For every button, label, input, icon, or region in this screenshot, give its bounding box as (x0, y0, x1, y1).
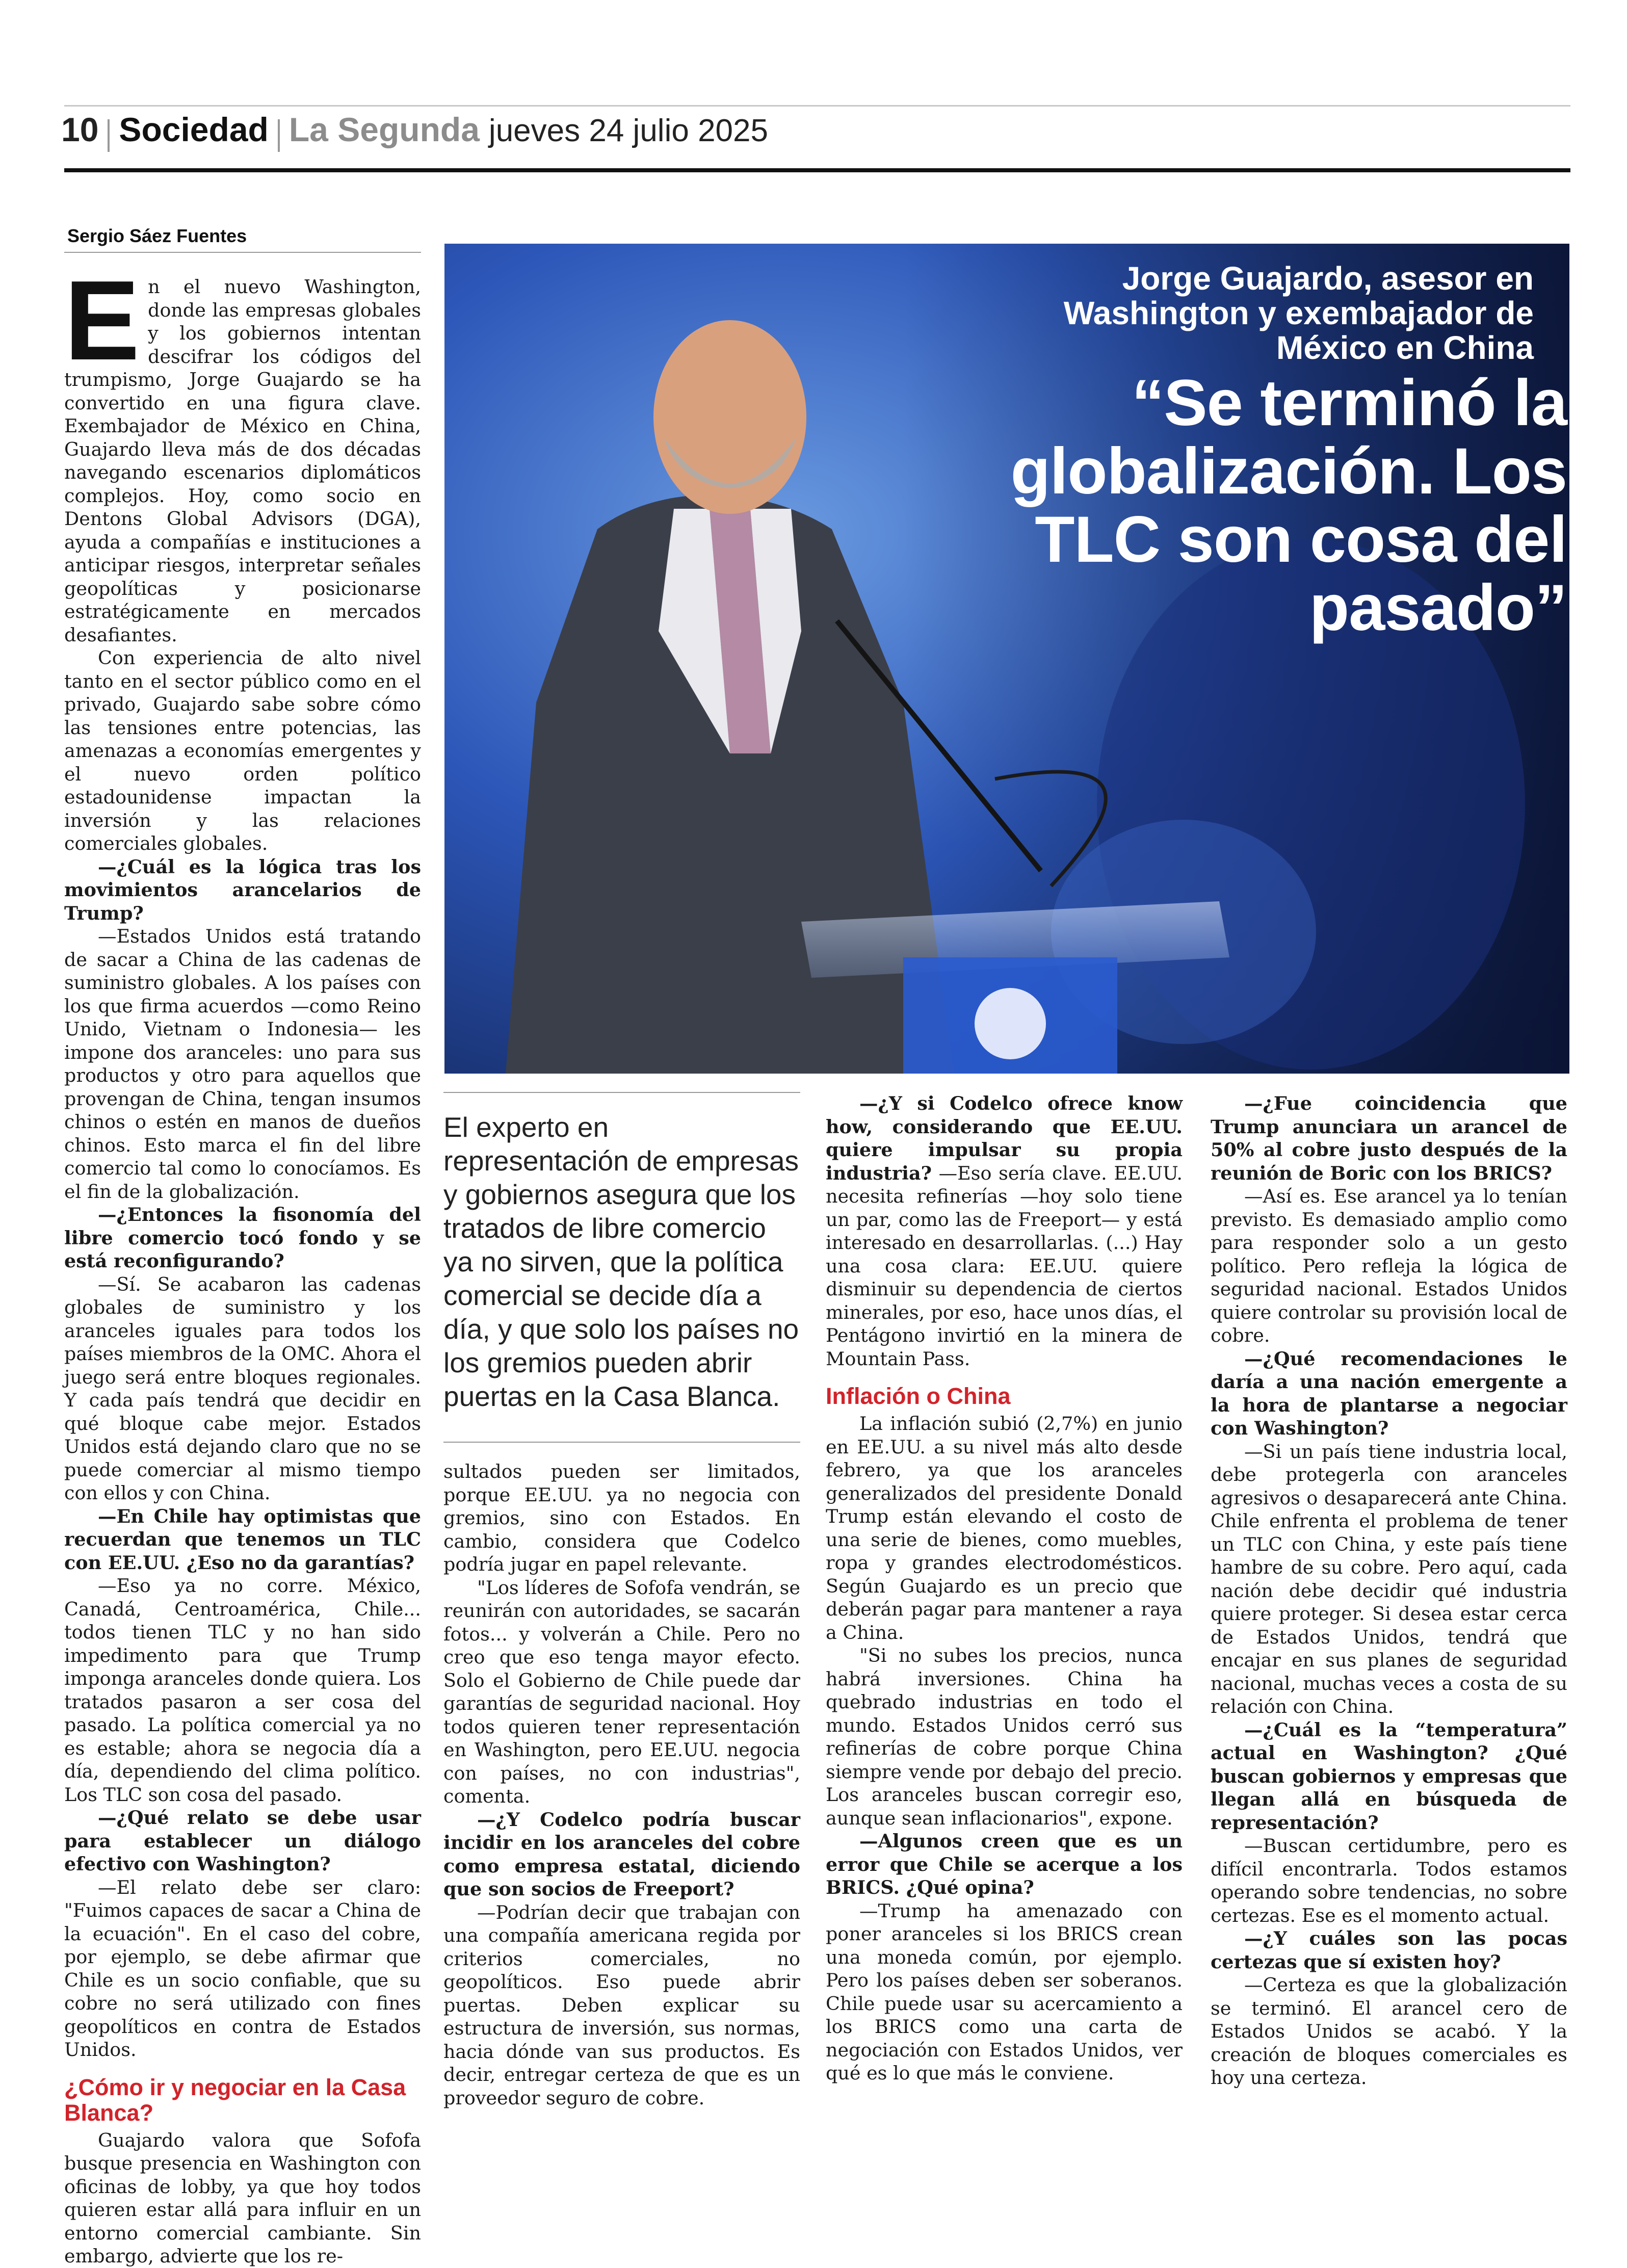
interview-answer: —Podrían decir que trabajan con una compañía americana regida por criterios comerciales, no geopolíticos. Eso puede abrir puertas. Deben explicar su estructura de inversión, sus normas, hacia dónde van sus productos. Es decir, entregar certeza de que es un proveedor seguro de cobre. (443, 1901, 800, 2109)
paragraph: Guajardo valora que Sofofa busque presencia en Washington con oficinas de lobby, ya que hoy todos quieren estar allá para influir en un entorno comercial cambiante. Sin embargo, advierte que los re- (64, 2129, 421, 2267)
issue-date: jueves 24 julio 2025 (488, 113, 768, 148)
article-column-2 (443, 1460, 800, 2109)
interview-answer: —Eso sería clave. EE.UU. necesita refinerías —hoy solo tiene un par, como las de Freeport— y está interesado en desarrollarlas. (...) Hay una cosa clara: EE.UU. quiere disminuir su dependencia de ciertos minerales, por eso, hace unos días, el Pentágono invirtió en la minera de Mountain Pass. (826, 1162, 1183, 1370)
interview-question: —¿Fue coincidencia que Trump anunciara un arancel de 50% al cobre justo después de la reunión de Boric con los BRICS? (1211, 1092, 1567, 1184)
section-name: Sociedad (119, 111, 269, 148)
article-column-4 (1211, 1092, 1567, 2090)
interview-answer: —Si un país tiene industria local, debe protegerla con aranceles agresivos o desaparecerá ante China. Chile enfrenta el problema de tener un TLC con China, y este país tiene hambre de su cobre. Pero aquí, cada nación debe decidir qué industria quiere proteger. Si desea estar cerca de Estados Unidos, tendrá que encajar en sus planes de seguridad nacional, muchas veces a costa de su relación con China. (1211, 1440, 1567, 1717)
kicker: Jorge Guajardo, asesor en Washington y exembajador de México en China (1063, 260, 1534, 366)
interview-answer: —Sí. Se acabaron las cadenas globales de suministro y los aranceles iguales para todos los países miembros de la OMC. Ahora el juego será entre bloques regionales. Y cada país tendrá que decidir en qué bloque cabe mejor. Estados Unidos está dejando claro que no se puede comerciar al mismo tiempo con ellos y con China. (64, 1273, 421, 1504)
interview-question: —¿Entonces la fisonomía del libre comercio tocó fondo y se está reconfigurando? (64, 1204, 421, 1272)
deck-rule (443, 1442, 800, 1443)
deck: El experto en representación de empresas y gobiernos asegura que los tratados de libre comercio ya no sirven, que la política comercial se decide día a día, y que solo los países no los gremios pueden abrir puertas en la Casa Blanca. (443, 1111, 799, 1412)
paragraph: "Si no subes los precios, nunca habrá inversiones. China ha quebrado industrias en todo el mundo. Estados Unidos cerró sus refinerías de cobre porque China siempre vende por debajo del precio. Los aranceles buscan corregir eso, aunque sean inflacionarios", expone. (826, 1645, 1183, 1829)
newspaper-name: La Segunda (288, 111, 480, 148)
interview-answer: —Buscan certidumbre, pero es difícil encontrarla. Todos estamos operando sobre tendencias, no sobre certezas. Ese es el momento actual. (1211, 1835, 1567, 1926)
headline: “Se terminó la globalización. Los TLC son cosa del pasado” (1010, 367, 1567, 644)
byline: Sergio Sáez Fuentes (67, 225, 247, 246)
masthead-rule (64, 168, 1570, 172)
paragraph: sultados pueden ser limitados, porque EE.UU. ya no negocia con gremios, sino con Estados. En cambio, considera que Codelco podría jugar en papel relevante. (443, 1461, 800, 1575)
byline-rule (64, 252, 421, 253)
interview-question: —¿Y cuáles son las pocas certezas que sí existen hoy? (1211, 1927, 1567, 1973)
lead-paragraph (64, 257, 421, 646)
masthead-divider (278, 119, 280, 152)
lead-text: n el nuevo Washington, donde las empresas globales y los gobiernos intentan descifrar los códigos del trumpismo, Jorge Guajardo se ha convertido en una figura clave. Exembajador de México en China, Guajardo lleva más de dos décadas navegando escenarios diplomáticos complejos. Hoy, como socio en Dentons Global Advisors (DGA), ayuda a compañías e instituciones a anticipar riesgos, interpretar señales geopolíticas y posicionarse estratégicamente en mercados desafiantes. (64, 276, 421, 646)
masthead (61, 110, 768, 161)
paragraph: La inflación subió (2,7%) en junio en EE.UU. a su nivel más alto desde febrero, ya que los aranceles generalizados del presidente Donald Trump están elevando el costo de una serie de bienes, como muebles, ropa y grandes electrodomésticos. Según Guajardo es un precio que deberán pagar para mantener a raya a China. (826, 1413, 1183, 1644)
interview-question: —¿Y Codelco podría buscar incidir en los aranceles del cobre como empresa estatal, diciendo que son socios de Freeport? (443, 1808, 800, 1900)
interview-answer: —Estados Unidos está tratando de sacar a China de las cadenas de suministro globales. A los países con los que firma acuerdos —como Reino Unido, Vietnam o Indonesia— les impone dos aranceles: uno para sus productos y otro para aquellos que provengan de China, tengan insumos chinos o estén en manos de dueños chinos. Esto marca el fin del libre comercio tal como lo conocíamos. Es el fin de la globalización. (64, 925, 421, 1203)
subhead: Inflación o China (826, 1383, 1011, 1409)
interview-question: —¿Qué relato se debe usar para establecer un diálogo efectivo con Washington? (64, 1807, 421, 1875)
article-column-1 (64, 257, 421, 2268)
interview-exchange (826, 1092, 1183, 1370)
interview-question: —En Chile hay optimistas que recuerdan que tenemos un TLC con EE.UU. ¿Eso no da garantías? (64, 1505, 421, 1574)
paragraph: Con experiencia de alto nivel tanto en el sector público como en el privado, Guajardo sabe sobre cómo las tensiones entre potencias, las amenazas a economías emergentes y el nuevo orden político estadounidense impactan la inversión y las relaciones comerciales globales. (64, 647, 421, 854)
masthead-divider (108, 119, 110, 152)
page-number: 10 (61, 111, 99, 148)
masthead-top-rule (64, 105, 1570, 107)
interview-answer: —Eso ya no corre. México, Canadá, Centroamérica, Chile... todos tienen TLC y no han sido impedimento para que Trump imponga aranceles donde quiera. Los tratados pasaron a ser cosa del pasado. La política comercial ya no es estable; ahora se negocia día a día, dependiendo del clima político. Los TLC son cosa del pasado. (64, 1575, 421, 1806)
interview-question: —¿Cuál es la “temperatura” actual en Washington? ¿Qué buscan gobiernos y empresas que llegan allá en búsqueda de representación? (1211, 1718, 1567, 1834)
interview-question: —¿Qué recomendaciones le daría a una nación emergente a la hora de plantarse a negociar con Washington? (1211, 1347, 1567, 1439)
drop-cap: E (64, 257, 140, 384)
interview-answer: —Certeza es que la globalización se terminó. El arancel cero de Estados Unidos se acabó. Y la creación de bloques comerciales es hoy una certeza. (1211, 1974, 1567, 2089)
paragraph: "Los líderes de Sofofa vendrán, se reunirán con autoridades, se sacarán fotos... y volverán a Chile. Pero no creo que eso tenga mayor efecto. Solo el Gobierno de Chile puede dar garantías de seguridad nacional. Hoy todos quieren tener representación en Washington, pero EE.UU. negocia con países, no con industrias", comenta. (443, 1576, 800, 1807)
interview-answer: —Así es. Ese arancel ya lo tenían previsto. Es demasiado amplio como para responder solo a un gesto político. Pero refleja la lógica de seguridad nacional. Estados Unidos quiere controlar su provisión local de cobre. (1211, 1185, 1567, 1346)
subhead: ¿Cómo ir y negociar en la Casa Blanca? (64, 2074, 406, 2126)
interview-question: —Algunos creen que es un error que Chile se acerque a los BRICS. ¿Qué opina? (826, 1830, 1183, 1898)
interview-question: —¿Cuál es la lógica tras los movimientos arancelarios de Trump? (64, 855, 421, 924)
interview-question: —¿Y si Codelco ofrece know how, considerando que EE.UU. quiere impulsar su propia industria? (826, 1092, 1183, 1184)
interview-answer: —Trump ha amenazado con poner aranceles si los BRICS crean una moneda común, por ejemplo. Pero los países deben ser soberanos. Chile puede usar su acercamiento a los BRICS como una carta de negociación con Estados Unidos, ver qué es lo que más le conviene. (826, 1899, 1183, 2084)
interview-answer: —El relato debe ser claro: "Fuimos capaces de sacar a China de la ecuación". En el caso del cobre, por ejemplo, se debe afirmar que Chile es un socio confiable, que su cobre no será utilizado con fines geopolíticos en contra de Estados Unidos. (64, 1876, 421, 2061)
deck-rule (443, 1092, 800, 1093)
article-column-3 (826, 1092, 1183, 2085)
